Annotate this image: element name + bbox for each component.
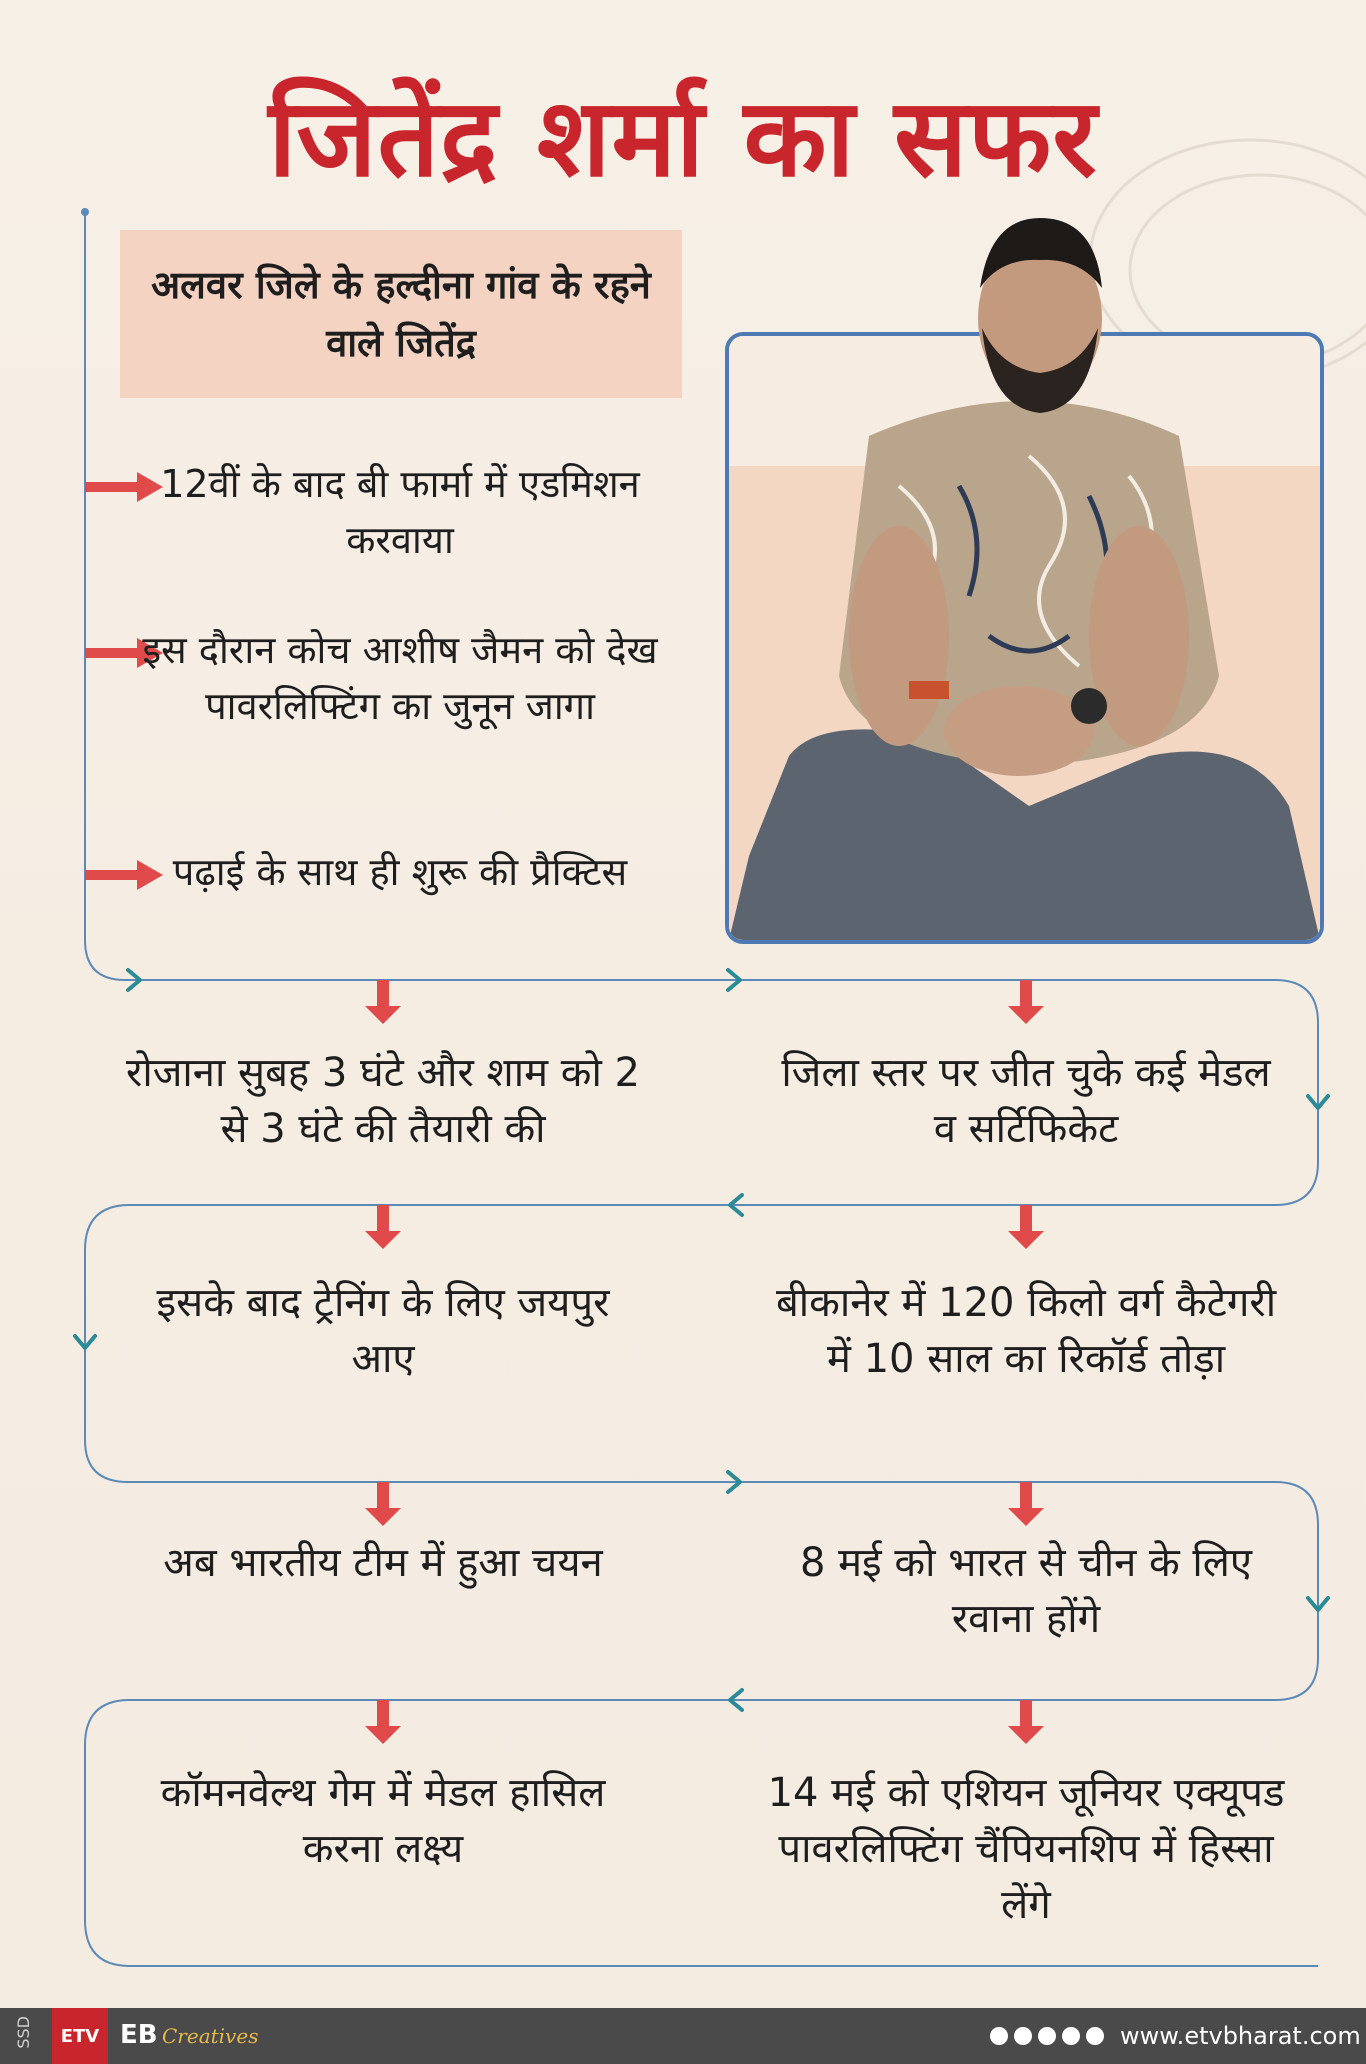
- arrow-down-icon: [365, 1482, 401, 1526]
- bullet-item: पढ़ाई के साथ ही शुरू की प्रैक्टिस: [172, 850, 628, 894]
- arrow-down-icon: [365, 980, 401, 1024]
- intro-box: अलवर जिले के हल्दीना गांव के रहने वाले जितेंद्र: [120, 230, 682, 398]
- youtube-icon[interactable]: [1062, 2027, 1080, 2045]
- footer-side-label: SSD: [14, 2016, 33, 2049]
- portrait-photo: [725, 332, 1324, 944]
- whatsapp-icon[interactable]: [1086, 2027, 1104, 2045]
- arrow-down-icon: [1008, 980, 1044, 1024]
- timeline-step: 8 मई को भारत से चीन के लिए रवाना होंगे: [799, 1540, 1253, 1642]
- timeline-step: बीकानेर में 120 किलो वर्ग कैटेगरी में 10 साल का रिकॉर्ड तोड़ा: [775, 1280, 1277, 1382]
- arrow-down-icon: [1008, 1205, 1044, 1249]
- bullet-item: 12वीं के बाद बी फार्मा में एडमिशन करवाया: [160, 462, 640, 562]
- social-icons: [990, 2027, 1104, 2045]
- x-icon[interactable]: [1014, 2027, 1032, 2045]
- timeline-step: जिला स्तर पर जीत चुके कई मेडल व सर्टिफिकेट: [781, 1050, 1271, 1152]
- timeline-step: रोजाना सुबह 3 घंटे और शाम को 2 से 3 घंटे की तैयारी की: [126, 1050, 640, 1152]
- brand-label: EB: [120, 2020, 158, 2050]
- brand-sub-label: Creatives: [162, 2024, 259, 2048]
- timeline-step: 14 मई को एशियन जूनियर एक्यूपड पावरलिफ्टिंग चैंपियनशिप में हिस्सा लेंगे: [767, 1770, 1285, 1928]
- timeline-step: इसके बाद ट्रेनिंग के लिए जयपुर आए: [156, 1280, 610, 1382]
- arrow-down-icon: [1008, 1700, 1044, 1744]
- footer-bar: [0, 2008, 1366, 2064]
- website-link[interactable]: www.etvbharat.com: [1120, 2022, 1361, 2050]
- page-title: जितेंद्र शर्मा का सफर: [268, 76, 1098, 201]
- arrow-down-icon: [365, 1205, 401, 1249]
- arrow-down-icon: [365, 1700, 401, 1744]
- arrow-down-icon: [1008, 1482, 1044, 1526]
- timeline-step: अब भारतीय टीम में हुआ चयन: [163, 1540, 603, 1586]
- timeline-step: कॉमनवेल्थ गेम में मेडल हासिल करना लक्ष्य: [160, 1770, 606, 1872]
- portrait-head: [960, 218, 1120, 418]
- etv-logo: ETV: [52, 2008, 108, 2064]
- instagram-icon[interactable]: [1038, 2027, 1056, 2045]
- facebook-icon[interactable]: [990, 2027, 1008, 2045]
- bullet-item: इस दौरान कोच आशीष जैमन को देख पावरलिफ्टिंग का जुनून जागा: [142, 628, 658, 728]
